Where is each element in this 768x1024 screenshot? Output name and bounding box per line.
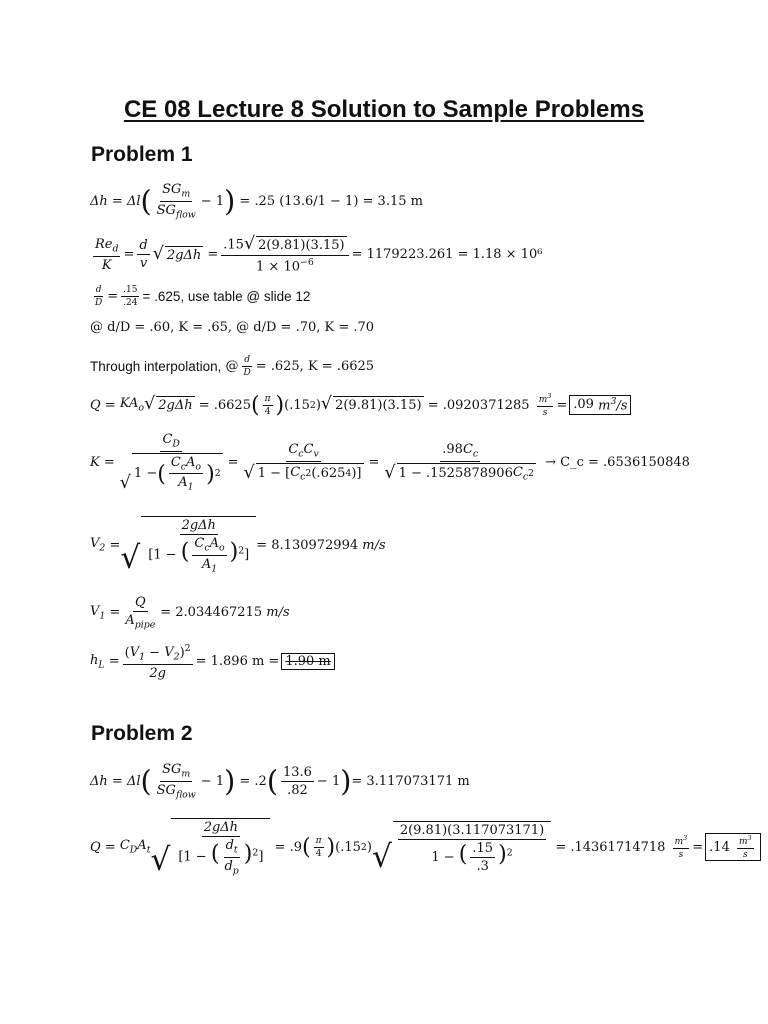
eq-d-over-D-result: = .625, use table @ slide 12 (142, 289, 311, 304)
eq-cc-result: → C_c = .6536150848 (545, 454, 690, 470)
eq-table-values: @ d/D = .60, K = .65, @ d/D = .70, K = .70 (90, 320, 375, 335)
eq-flow-q-2: Q = $C_DA_t$ √ 2gΔh [1 − ( $\frac{d_t}{d_p}$ )$^2$] = .9 ( $\frac{\pi}{4}$ ) (.15 2 ) √ 2(9.81)(3.117073171) 1 − ( $\frac{.15}{.3}$ )$^2$ = .14361714718 $\frac{m^3}{s}$ = .14 $\frac{m^3}{s}$ (90, 818, 761, 876)
eq-delta-h-2-result: = 3.117073171 m (351, 773, 470, 789)
eq-reynolds: $\frac{Re_d}{K}$ = $\frac{d}{v}$ √ 2gΔh = .15 √ 2(9.81)(3.15) $1 \times 10^{-6}$ = 1179223.261 = 1.18 × 10⁶ (95, 234, 543, 274)
eq-hl-result: = 1.896 m = (195, 654, 280, 670)
eq-velocity-v1: $V_1$ = $\frac{Q}{A_{pipe}}$ = 2.034467215 m/s (90, 595, 290, 631)
eq-v2-result: = 8.130972994 (256, 537, 359, 553)
eq-delta-h-1: Δh = Δl ( $\frac{SG_m}{SG_{flow}}$ − 1 ) = .25 (13.6/1 − 1) = 3.15 m (90, 182, 423, 221)
eq-v1-result: = 2.034467215 (160, 605, 263, 621)
problem-1-heading: Problem 1 (91, 143, 193, 166)
eq-d-over-D: $\frac{d}{D}$ = $\frac{.15}{.24}$ = .625, use table @ slide 12 (95, 285, 311, 308)
eq-velocity-v2: $V_2$ = √ 2gΔh [1 − ( $\frac{C_cA_o}{A_1}$ )$^2$] = 8.130972994 m/s (90, 518, 386, 576)
eq-discharge-k: K = $C_D$ √ 1 − ( $\frac{C_cA_o}{A_1}$ ) 2 = $C_cC_v$ √ 1 − [ $C_c$ 2 (.625 4 )] = $.98C_c$ √ 1 − .1525878906 $C_c$ 2 → C_c = .6536150848 (90, 432, 690, 494)
q-answer-value: .09 (573, 397, 594, 413)
eq-flow-q-2-result: = .14361714718 (555, 839, 666, 855)
problem-2-heading: Problem 2 (91, 722, 193, 745)
eq-head-loss: $h_L$ = $\frac{(V_1 - V_2)^2}{2g}$ = 1.896 m = 1.90 m (90, 643, 335, 681)
eq-reynolds-result: = 1179223.261 = 1.18 × 10⁶ (351, 247, 543, 263)
q2-answer-box: .14 $\frac{m^3}{s}$ (705, 833, 761, 861)
q2-answer-value: .14 (709, 839, 730, 855)
q-answer-box: .09 $m^3/s$ (569, 395, 631, 414)
eq-flow-q-result: = .0920371285 (427, 397, 530, 413)
page-title: CE 08 Lecture 8 Solution to Sample Problems (123, 96, 645, 123)
eq-flow-q: Q = $KA_o$ √ 2gΔh = .6625 ( $\frac{\pi}{4}$ ) (.15 2 ) √ 2(9.81)(3.15) = .0920371285 $\frac{m^3}{s}$ = .09 $m^3/s$ (90, 392, 631, 418)
hl-answer-box: 1.90 m (281, 653, 334, 670)
interpolation-label: Through interpolation, (90, 359, 222, 374)
interpolation-result: = .625, K = .6625 (255, 359, 375, 374)
eq-delta-h-2: Δh = Δl ( $\frac{SG_m}{SG_{flow}}$ − 1 ) = .2 ( $\frac{13.6}{.82}$ − 1 ) = 3.117073171 m (90, 762, 470, 801)
eq-delta-h-1-result: = .25 (13.6/1 − 1) = 3.15 m (239, 193, 423, 209)
eq-interpolation: Through interpolation, @ $\frac{d}{D}$ = .625, K = .6625 (90, 355, 375, 378)
